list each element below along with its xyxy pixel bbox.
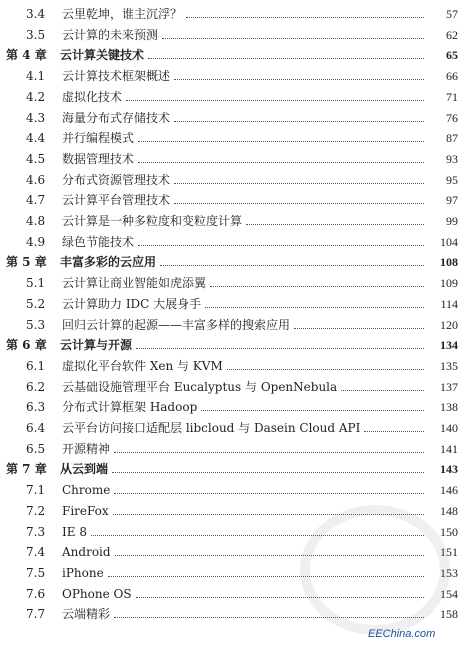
entry-number: 6.3 xyxy=(26,400,46,415)
section-entry xyxy=(0,149,464,169)
dot-leader xyxy=(174,182,424,184)
dot-leader xyxy=(205,306,424,308)
section-entry xyxy=(0,377,464,397)
entry-title: 云计算的未来预测 xyxy=(62,27,159,42)
entry-page-number: 120 xyxy=(440,317,458,332)
dot-leader xyxy=(148,57,424,59)
entry-number: 4.2 xyxy=(26,89,46,104)
section-entry xyxy=(0,4,464,24)
entry-number: 5.3 xyxy=(26,317,46,332)
entry-number: 6.5 xyxy=(26,441,46,456)
dot-leader xyxy=(186,16,424,18)
entry-page-number: 158 xyxy=(440,607,458,622)
entry-number: 7.7 xyxy=(26,607,46,622)
dot-leader xyxy=(294,327,424,329)
entry-page-number: 95 xyxy=(446,172,458,187)
entry-number: 4.1 xyxy=(26,69,46,84)
entry-number: 第 6 章 xyxy=(6,338,47,353)
entry-page-number: 93 xyxy=(446,151,458,166)
section-entry xyxy=(0,66,464,86)
dot-leader xyxy=(246,223,424,225)
entry-page-number: 148 xyxy=(440,503,458,518)
section-entry xyxy=(0,211,464,231)
dot-leader xyxy=(174,120,424,122)
entry-number: 第 5 章 xyxy=(6,255,47,270)
entry-number: 6.4 xyxy=(26,421,46,435)
entry-title: 丰富多彩的云应用 xyxy=(60,255,157,270)
entry-page-number: 65 xyxy=(446,48,458,63)
entry-number: 3.4 xyxy=(26,7,46,21)
dot-leader xyxy=(341,389,424,391)
entry-number: 4.7 xyxy=(26,193,46,208)
entry-page-number: 104 xyxy=(440,234,458,249)
entry-number: 5.2 xyxy=(26,296,46,311)
entry-title: 云计算平台管理技术 xyxy=(62,193,171,208)
entry-number: 4.3 xyxy=(26,110,46,125)
entry-title: 虚拟化平台软件 Xen 与 KVM xyxy=(62,358,223,373)
entry-page-number: 140 xyxy=(440,421,458,435)
chapter-entry xyxy=(0,335,464,355)
entry-number: 第 4 章 xyxy=(6,48,47,63)
entry-title: 云里乾坤，谁主沉浮？ xyxy=(62,7,183,21)
entry-page-number: 99 xyxy=(446,214,458,228)
chapter-entry xyxy=(0,252,464,272)
chapter-entry xyxy=(0,459,464,479)
entry-title: 云基础设施管理平台 Eucalyptus 与 OpenNebula xyxy=(62,379,338,394)
dot-leader xyxy=(210,285,424,287)
dot-leader xyxy=(114,492,424,494)
entry-page-number: 143 xyxy=(440,462,458,477)
dot-leader xyxy=(112,471,424,473)
entry-number: 4.5 xyxy=(26,151,46,166)
entry-page-number: 66 xyxy=(446,69,458,84)
dot-leader xyxy=(201,409,424,411)
entry-title: 回归云计算的起源——丰富多样的搜索应用 xyxy=(62,317,291,332)
dot-leader xyxy=(138,244,424,246)
entry-title: 绿色节能技术 xyxy=(62,234,135,249)
site-watermark: EEChina.com xyxy=(368,628,436,640)
entry-page-number: 62 xyxy=(446,27,458,42)
entry-title: 云计算是一种多粒度和变粒度计算 xyxy=(62,214,243,228)
entry-title: Android xyxy=(62,545,111,560)
entry-title: 并行编程模式 xyxy=(62,131,135,146)
entry-number: 7.4 xyxy=(26,545,46,560)
entry-number: 7.2 xyxy=(26,503,46,518)
entry-number: 7.5 xyxy=(26,565,46,580)
dot-leader xyxy=(174,78,424,80)
entry-number: 6.2 xyxy=(26,379,46,394)
entry-title: 分布式计算框架 Hadoop xyxy=(62,400,198,415)
section-entry xyxy=(0,232,464,252)
dot-leader xyxy=(160,264,424,266)
entry-number: 4.6 xyxy=(26,172,46,187)
entry-page-number: 138 xyxy=(440,400,458,415)
entry-number: 4.9 xyxy=(26,234,46,249)
entry-title: OPhone OS xyxy=(62,586,132,601)
entry-title: 分布式资源管理技术 xyxy=(62,172,171,187)
section-entry xyxy=(0,273,464,293)
entry-page-number: 108 xyxy=(440,255,458,270)
entry-title: iPhone xyxy=(62,565,104,580)
entry-page-number: 114 xyxy=(440,296,458,311)
entry-page-number: 137 xyxy=(440,379,458,394)
entry-page-number: 97 xyxy=(446,193,458,208)
entry-page-number: 135 xyxy=(440,358,458,373)
entry-number: 3.5 xyxy=(26,27,46,42)
entry-page-number: 87 xyxy=(446,131,458,146)
section-entry xyxy=(0,170,464,190)
section-entry xyxy=(0,480,464,500)
entry-page-number: 134 xyxy=(440,338,458,353)
entry-number: 7.6 xyxy=(26,586,46,601)
entry-page-number: 146 xyxy=(440,483,458,498)
dot-leader xyxy=(162,37,424,39)
section-entry xyxy=(0,439,464,459)
entry-page-number: 154 xyxy=(440,586,458,601)
section-entry xyxy=(0,25,464,45)
entry-title: 云计算与开源 xyxy=(60,338,133,353)
chapter-entry xyxy=(0,45,464,65)
entry-number: 第 7 章 xyxy=(6,462,47,477)
section-entry xyxy=(0,108,464,128)
entry-title: 云计算助力 IDC 大展身手 xyxy=(62,296,202,311)
stamp-watermark-icon xyxy=(300,505,450,635)
entry-title: 云计算关键技术 xyxy=(60,48,145,63)
entry-title: 海量分布式存储技术 xyxy=(62,110,171,125)
entry-number: 7.3 xyxy=(26,524,46,539)
dot-leader xyxy=(114,451,424,453)
dot-leader xyxy=(364,430,424,432)
entry-title: 云端精彩 xyxy=(62,607,111,622)
entry-number: 7.1 xyxy=(26,483,46,498)
section-entry xyxy=(0,190,464,210)
entry-title: Chrome xyxy=(62,483,111,498)
entry-number: 5.1 xyxy=(26,276,46,291)
section-entry xyxy=(0,418,464,438)
entry-page-number: 76 xyxy=(446,110,458,125)
entry-number: 4.8 xyxy=(26,214,46,228)
section-entry xyxy=(0,397,464,417)
dot-leader xyxy=(138,140,424,142)
entry-title: 虚拟化技术 xyxy=(62,89,123,104)
dot-leader xyxy=(174,202,424,204)
dot-leader xyxy=(136,347,424,349)
entry-title: 从云到端 xyxy=(60,462,109,477)
entry-page-number: 71 xyxy=(446,89,458,104)
entry-title: 开源精神 xyxy=(62,441,111,456)
section-entry xyxy=(0,87,464,107)
entry-page-number: 151 xyxy=(440,545,458,560)
dot-leader xyxy=(138,161,424,163)
entry-number: 4.4 xyxy=(26,131,46,146)
section-entry xyxy=(0,294,464,314)
entry-page-number: 109 xyxy=(440,276,458,291)
entry-page-number: 141 xyxy=(440,441,458,456)
section-entry xyxy=(0,315,464,335)
entry-title: IE 8 xyxy=(62,524,87,539)
section-entry xyxy=(0,128,464,148)
entry-title: 云计算让商业智能如虎添翼 xyxy=(62,276,207,291)
entry-title: 云计算技术框架概述 xyxy=(62,69,171,84)
entry-page-number: 153 xyxy=(440,565,458,580)
entry-title: 数据管理技术 xyxy=(62,151,135,166)
dot-leader xyxy=(227,368,424,370)
entry-page-number: 57 xyxy=(446,7,458,21)
entry-title: FireFox xyxy=(62,503,109,518)
dot-leader xyxy=(126,99,424,101)
entry-page-number: 150 xyxy=(440,524,458,539)
entry-title: 云平台访问接口适配层 libcloud 与 Dasein Cloud API xyxy=(62,421,361,435)
section-entry xyxy=(0,356,464,376)
entry-number: 6.1 xyxy=(26,358,46,373)
